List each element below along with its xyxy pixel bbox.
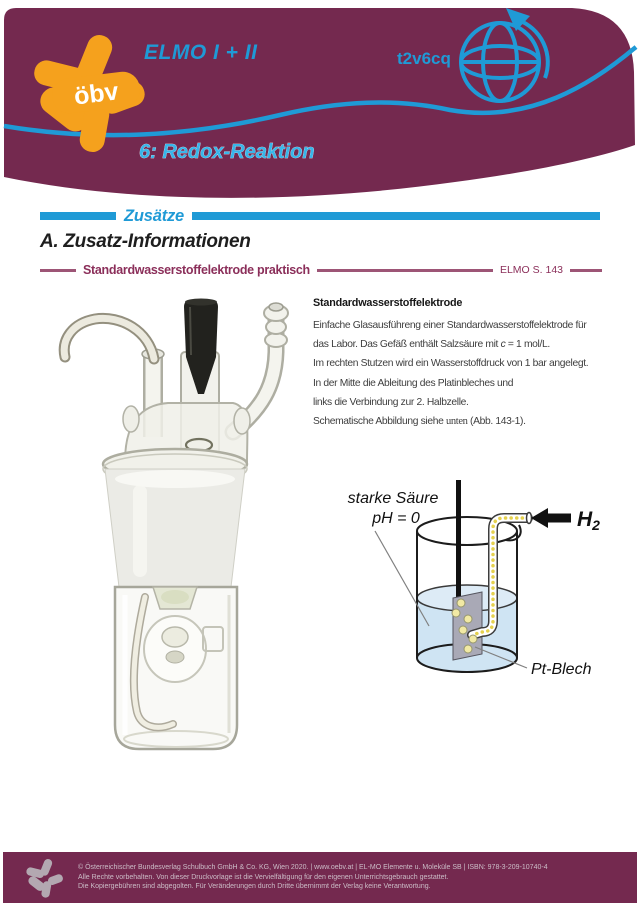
acid-leader-line [375,531,429,626]
footer-line-3: Die Kopiergebühren sind abgegolten. Für Veränderungen durch Dritte übernimmt der Verlag keine Verantwortung. [78,883,431,891]
article-line-1: Einfache Glasausführeng einer Standardwasserstoffelektrode für [313,320,587,331]
oebv-logo-text: öbv [72,77,121,111]
access-code: t2v6cq [397,49,451,68]
photo-frosted-joint [105,469,245,587]
section-heading: A. Zusatz-Informationen [40,231,251,252]
electrode-diagram [323,462,635,724]
zusaetze-band [40,205,600,227]
plate-label: Pt-Blech [531,661,592,678]
article-line-5: links die Verbindung zur 2. Halbzelle. [313,396,469,408]
topic-label: Standardwasserstoffelektrode praktisch [83,263,310,277]
article-line-4: In der Mitte die Ableitung des Platinbleches und [313,377,514,389]
electrode-photo [33,297,303,755]
article-line-6: Schematische Abbildung siehe unten (Abb. 143-1). [313,416,526,428]
footer-line-2: Alle Rechte vorbehalten. Von dieser Druckvorlage ist die Vervielfältigung für den eigenen Unterrichtsgebrauch gestattet. [78,873,449,881]
topic-line-left [40,269,76,272]
topic-line-middle [317,269,493,272]
acid-label-line1: starke Säure [347,490,439,507]
footer-line-1: © Österreichischer Bundesverlag Schulbuch GmbH & Co. KG, Wien 2020. | www.oebv.at | EL-MO Elemente u. Moleküle SB | ISBN: 978-3-209-10740-4 [78,864,548,872]
topic-line-right [570,269,602,272]
diagram-electrode-rod [456,480,461,602]
topic-rule-row [40,263,602,277]
band-label: Zusätze [124,206,185,225]
article-title: Standardwasserstoffelektrode [313,297,463,309]
chapter-title: 6: Redox-Reaktion [139,141,315,163]
article-text-block [313,297,638,431]
band-bar-right [192,212,600,220]
band-bar-left [40,212,116,220]
page-title: ELMO I + II [144,41,258,64]
photo-cable [64,318,154,359]
acid-label-line2: pH = 0 [372,510,420,527]
page-header [0,0,640,210]
article-line-2: das Labor. Das Gefäß enthält Salzsäure mit c = 1 mol/L. [313,339,550,351]
oebv-puzzle-icon [25,857,63,899]
page-reference: ELMO S. 143 [499,264,563,276]
footer-imprint [78,863,548,892]
h2-arrow-icon [531,508,571,528]
photo-vessel [115,587,237,749]
page-footer [3,852,637,903]
article-line-3: Im rechten Stutzen wird ein Wasserstoffdruck von 1 bar angelegt. [313,358,589,370]
gas-label: H2 [577,508,600,533]
